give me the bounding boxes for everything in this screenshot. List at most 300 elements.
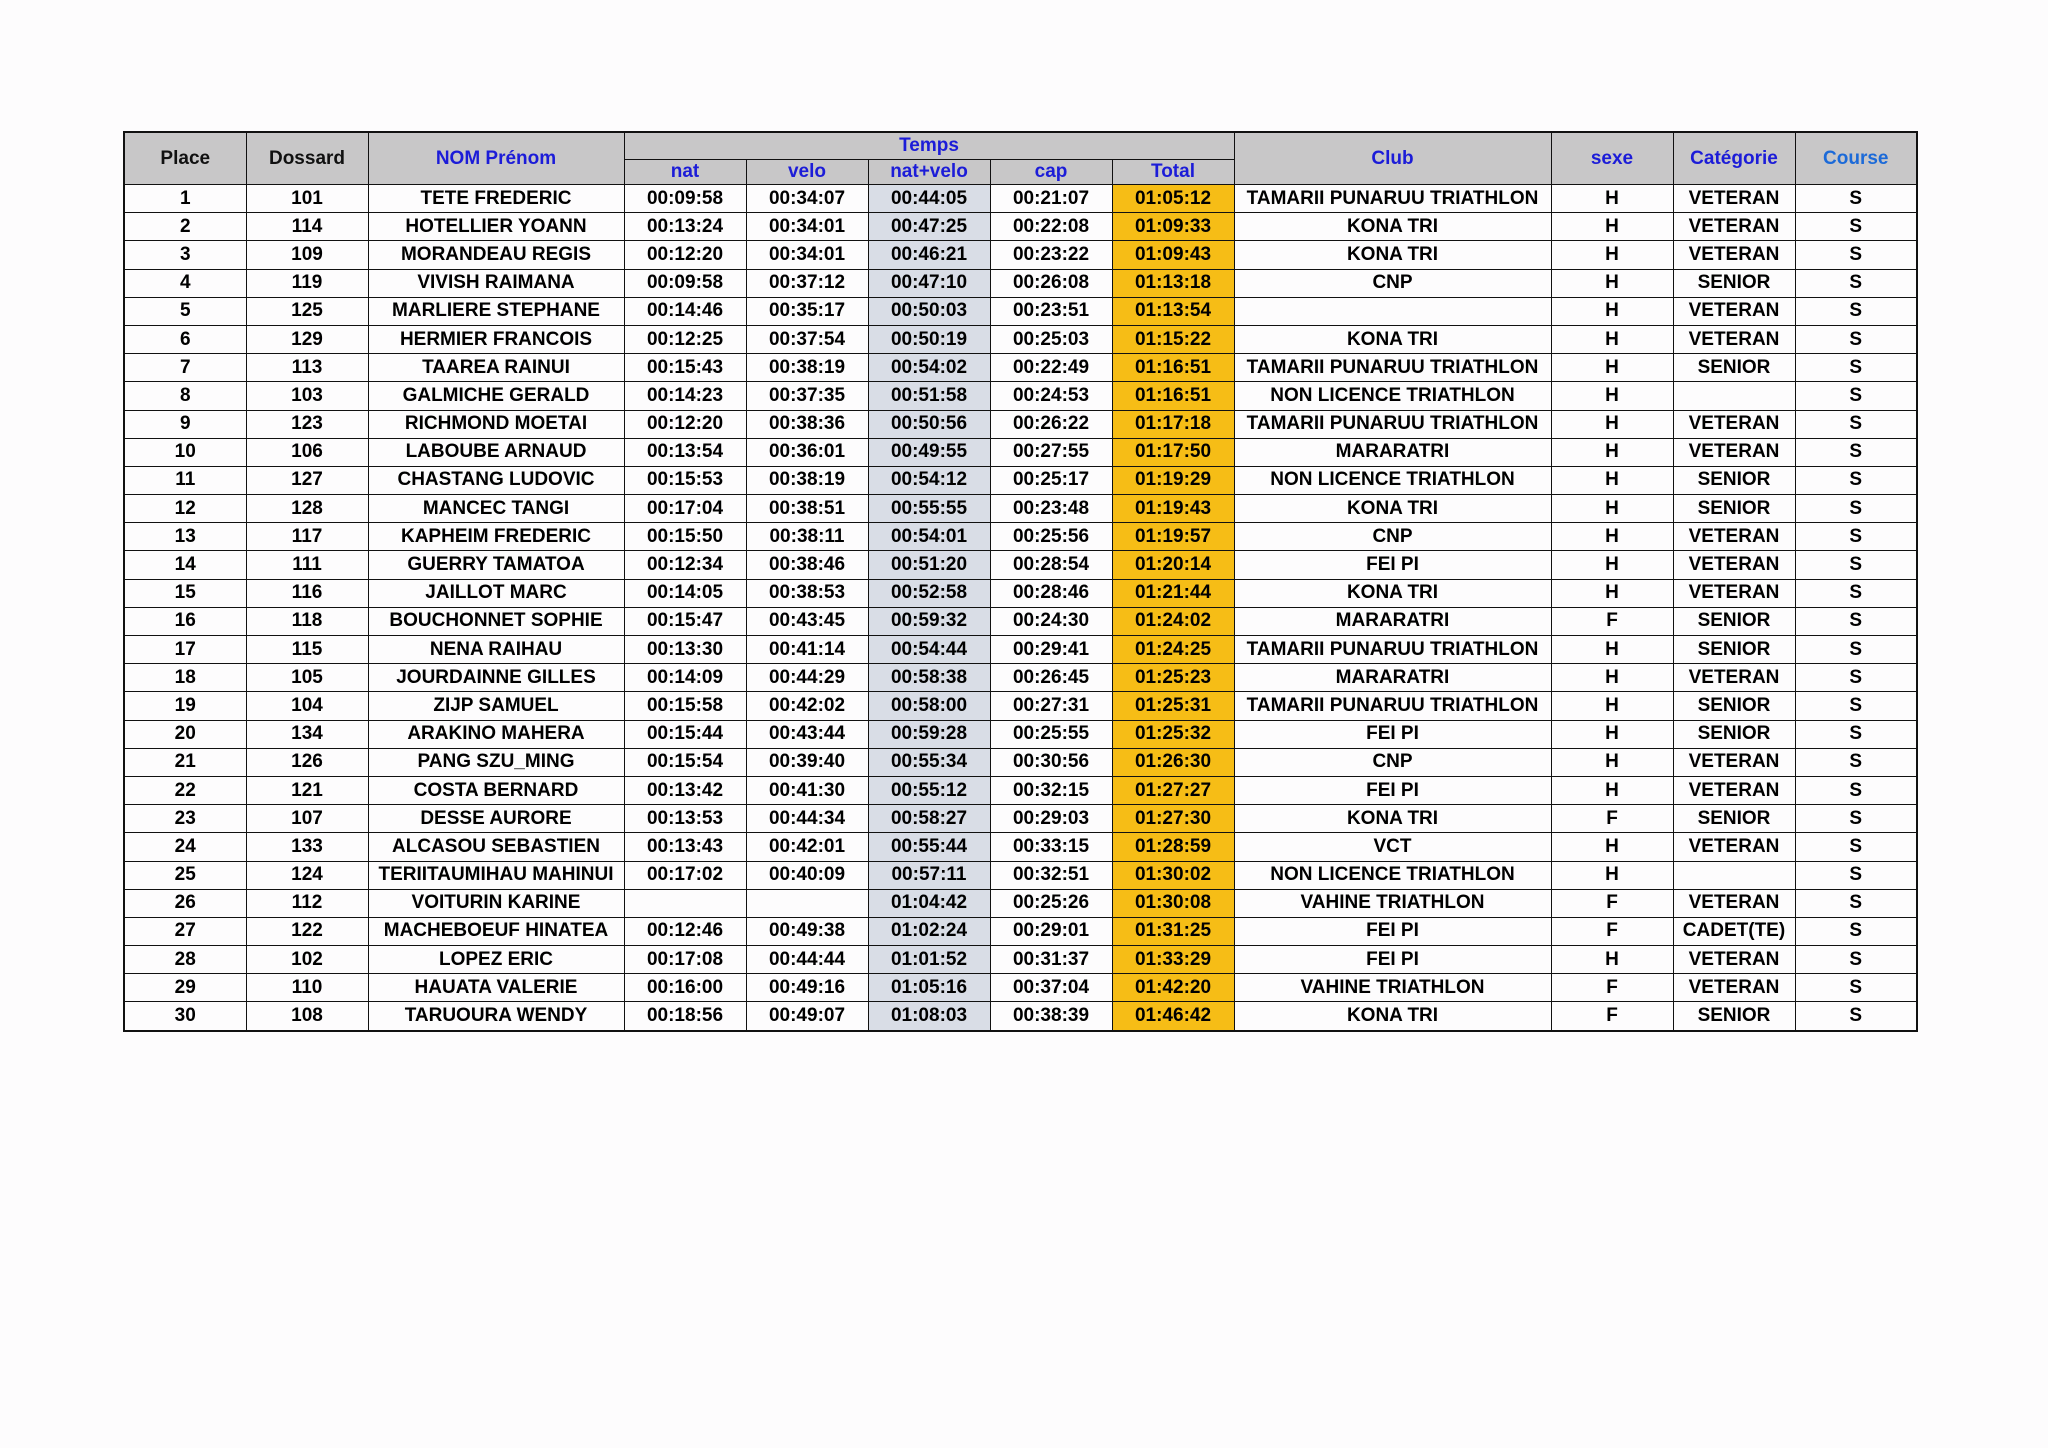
cell-sexe: F [1551,607,1673,635]
cell-sexe: H [1551,664,1673,692]
cell-club: KONA TRI [1234,325,1551,353]
cell-name: LABOUBE ARNAUD [368,438,624,466]
cell-categorie: SENIOR [1673,805,1795,833]
cell-club: MARARATRI [1234,607,1551,635]
cell-cap: 00:25:03 [990,325,1112,353]
cell-velo: 00:38:11 [746,523,868,551]
cell-dossard: 123 [246,410,368,438]
cell-course: S [1795,325,1917,353]
cell-course: S [1795,438,1917,466]
cell-total: 01:05:12 [1112,185,1234,213]
cell-total: 01:09:43 [1112,241,1234,269]
cell-nat: 00:14:46 [624,297,746,325]
cell-sexe: H [1551,213,1673,241]
header-cap: cap [990,160,1112,185]
cell-place: 17 [124,636,246,664]
cell-club: FEI PI [1234,917,1551,945]
cell-velo: 00:43:45 [746,607,868,635]
table-row [124,241,1917,269]
cell-natvelo: 00:59:28 [868,720,990,748]
cell-course: S [1795,495,1917,523]
cell-velo: 00:39:40 [746,748,868,776]
cell-course: S [1795,861,1917,889]
cell-nat: 00:15:43 [624,354,746,382]
cell-categorie: VETERAN [1673,974,1795,1002]
table-row [124,354,1917,382]
cell-categorie [1673,861,1795,889]
cell-sexe: H [1551,466,1673,494]
cell-club: FEI PI [1234,946,1551,974]
cell-natvelo: 01:01:52 [868,946,990,974]
cell-cap: 00:37:04 [990,974,1112,1002]
cell-dossard: 101 [246,185,368,213]
cell-natvelo: 01:04:42 [868,889,990,917]
cell-name: NENA RAIHAU [368,636,624,664]
header-place: Place [124,132,246,185]
cell-nat: 00:13:42 [624,776,746,804]
cell-natvelo: 00:58:00 [868,692,990,720]
cell-sexe: H [1551,354,1673,382]
cell-velo: 00:49:38 [746,917,868,945]
cell-place: 21 [124,748,246,776]
cell-nat: 00:13:43 [624,833,746,861]
cell-natvelo: 00:50:19 [868,325,990,353]
cell-club: CNP [1234,269,1551,297]
cell-name: GALMICHE GERALD [368,382,624,410]
cell-dossard: 112 [246,889,368,917]
cell-total: 01:28:59 [1112,833,1234,861]
cell-dossard: 108 [246,1002,368,1031]
cell-cap: 00:30:56 [990,748,1112,776]
cell-dossard: 113 [246,354,368,382]
cell-cap: 00:33:15 [990,833,1112,861]
cell-categorie: VETERAN [1673,748,1795,776]
cell-cap: 00:25:17 [990,466,1112,494]
cell-course: S [1795,382,1917,410]
cell-place: 20 [124,720,246,748]
table-row [124,410,1917,438]
cell-sexe: H [1551,297,1673,325]
cell-velo: 00:42:01 [746,833,868,861]
cell-course: S [1795,664,1917,692]
cell-velo: 00:34:01 [746,241,868,269]
cell-nat: 00:15:47 [624,607,746,635]
cell-sexe: H [1551,185,1673,213]
cell-total: 01:17:50 [1112,438,1234,466]
cell-place: 30 [124,1002,246,1031]
cell-velo: 00:44:34 [746,805,868,833]
cell-natvelo: 00:54:44 [868,636,990,664]
table-body [124,185,1917,1031]
cell-total: 01:17:18 [1112,410,1234,438]
cell-name: HAUATA VALERIE [368,974,624,1002]
cell-velo: 00:38:46 [746,551,868,579]
cell-place: 29 [124,974,246,1002]
table-row [124,466,1917,494]
cell-course: S [1795,410,1917,438]
cell-sexe: H [1551,495,1673,523]
cell-name: BOUCHONNET SOPHIE [368,607,624,635]
cell-natvelo: 00:52:58 [868,579,990,607]
cell-dossard: 125 [246,297,368,325]
cell-name: ARAKINO MAHERA [368,720,624,748]
cell-club: KONA TRI [1234,241,1551,269]
cell-dossard: 134 [246,720,368,748]
cell-place: 11 [124,466,246,494]
cell-club: KONA TRI [1234,1002,1551,1031]
table-row [124,748,1917,776]
cell-cap: 00:24:30 [990,607,1112,635]
cell-club: VAHINE TRIATHLON [1234,974,1551,1002]
cell-place: 18 [124,664,246,692]
cell-natvelo: 00:59:32 [868,607,990,635]
table-row [124,720,1917,748]
cell-course: S [1795,297,1917,325]
cell-course: S [1795,466,1917,494]
header-sexe: sexe [1551,132,1673,185]
cell-sexe: F [1551,805,1673,833]
cell-club: TAMARII PUNARUU TRIATHLON [1234,692,1551,720]
cell-cap: 00:31:37 [990,946,1112,974]
cell-velo: 00:36:01 [746,438,868,466]
cell-natvelo: 00:50:56 [868,410,990,438]
cell-place: 6 [124,325,246,353]
cell-course: S [1795,354,1917,382]
cell-total: 01:19:57 [1112,523,1234,551]
cell-nat: 00:15:44 [624,720,746,748]
cell-course: S [1795,551,1917,579]
cell-dossard: 121 [246,776,368,804]
header-club: Club [1234,132,1551,185]
table-row [124,805,1917,833]
cell-name: DESSE AURORE [368,805,624,833]
cell-sexe: H [1551,241,1673,269]
cell-sexe: F [1551,1002,1673,1031]
cell-cap: 00:21:07 [990,185,1112,213]
cell-total: 01:33:29 [1112,946,1234,974]
table-row [124,438,1917,466]
cell-sexe: H [1551,636,1673,664]
cell-sexe: H [1551,551,1673,579]
cell-place: 9 [124,410,246,438]
cell-course: S [1795,946,1917,974]
cell-sexe: H [1551,692,1673,720]
cell-nat: 00:12:34 [624,551,746,579]
cell-total: 01:13:18 [1112,269,1234,297]
cell-velo: 00:41:30 [746,776,868,804]
cell-cap: 00:23:48 [990,495,1112,523]
cell-cap: 00:25:55 [990,720,1112,748]
cell-dossard: 124 [246,861,368,889]
cell-cap: 00:23:22 [990,241,1112,269]
cell-natvelo: 00:51:20 [868,551,990,579]
header-natvelo: nat+velo [868,160,990,185]
cell-course: S [1795,748,1917,776]
cell-total: 01:27:27 [1112,776,1234,804]
cell-sexe: H [1551,776,1673,804]
cell-place: 16 [124,607,246,635]
cell-total: 01:09:33 [1112,213,1234,241]
table-row [124,974,1917,1002]
header-name: NOM Prénom [368,132,624,185]
cell-natvelo: 00:55:44 [868,833,990,861]
cell-categorie: SENIOR [1673,636,1795,664]
cell-cap: 00:26:08 [990,269,1112,297]
cell-cap: 00:28:54 [990,551,1112,579]
cell-course: S [1795,241,1917,269]
cell-course: S [1795,579,1917,607]
cell-categorie: VETERAN [1673,438,1795,466]
cell-name: VIVISH RAIMANA [368,269,624,297]
cell-name: TERIITAUMIHAU MAHINUI [368,861,624,889]
cell-natvelo: 00:55:34 [868,748,990,776]
cell-nat: 00:12:20 [624,410,746,438]
table-row [124,664,1917,692]
cell-course: S [1795,917,1917,945]
cell-nat: 00:16:00 [624,974,746,1002]
cell-place: 4 [124,269,246,297]
cell-sexe: H [1551,748,1673,776]
cell-velo: 00:44:44 [746,946,868,974]
cell-velo: 00:49:16 [746,974,868,1002]
cell-name: TETE FREDERIC [368,185,624,213]
cell-categorie: SENIOR [1673,720,1795,748]
table-row [124,523,1917,551]
cell-dossard: 107 [246,805,368,833]
cell-categorie: VETERAN [1673,551,1795,579]
table-row [124,269,1917,297]
cell-nat: 00:18:56 [624,1002,746,1031]
cell-club: VAHINE TRIATHLON [1234,889,1551,917]
cell-velo: 00:37:54 [746,325,868,353]
table-row [124,917,1917,945]
cell-dossard: 117 [246,523,368,551]
cell-club: NON LICENCE TRIATHLON [1234,466,1551,494]
cell-natvelo: 01:02:24 [868,917,990,945]
cell-natvelo: 00:54:12 [868,466,990,494]
table-row [124,185,1917,213]
cell-club: KONA TRI [1234,805,1551,833]
cell-course: S [1795,523,1917,551]
cell-sexe: H [1551,833,1673,861]
cell-course: S [1795,720,1917,748]
cell-club: CNP [1234,523,1551,551]
cell-sexe: H [1551,946,1673,974]
cell-dossard: 126 [246,748,368,776]
cell-velo: 00:38:36 [746,410,868,438]
cell-cap: 00:27:31 [990,692,1112,720]
cell-natvelo: 01:05:16 [868,974,990,1002]
cell-cap: 00:25:26 [990,889,1112,917]
cell-natvelo: 00:49:55 [868,438,990,466]
cell-sexe: H [1551,861,1673,889]
cell-natvelo: 00:50:03 [868,297,990,325]
cell-place: 1 [124,185,246,213]
cell-categorie: SENIOR [1673,692,1795,720]
cell-club: KONA TRI [1234,495,1551,523]
header-dossard: Dossard [246,132,368,185]
cell-nat: 00:13:53 [624,805,746,833]
cell-velo [746,889,868,917]
table-row [124,861,1917,889]
table-row [124,325,1917,353]
cell-name: JOURDAINNE GILLES [368,664,624,692]
cell-total: 01:19:43 [1112,495,1234,523]
cell-name: KAPHEIM FREDERIC [368,523,624,551]
cell-name: GUERRY TAMATOA [368,551,624,579]
cell-nat: 00:12:20 [624,241,746,269]
cell-name: MORANDEAU REGIS [368,241,624,269]
cell-total: 01:26:30 [1112,748,1234,776]
cell-name: ZIJP SAMUEL [368,692,624,720]
cell-cap: 00:25:56 [990,523,1112,551]
cell-categorie: SENIOR [1673,495,1795,523]
cell-course: S [1795,692,1917,720]
table-row [124,636,1917,664]
cell-natvelo: 00:51:58 [868,382,990,410]
cell-categorie: CADET(TE) [1673,917,1795,945]
header-nat: nat [624,160,746,185]
cell-categorie: VETERAN [1673,325,1795,353]
cell-sexe: H [1551,269,1673,297]
cell-total: 01:20:14 [1112,551,1234,579]
cell-total: 01:30:08 [1112,889,1234,917]
cell-club: TAMARII PUNARUU TRIATHLON [1234,410,1551,438]
header-course: Course [1795,132,1917,185]
table-row [124,692,1917,720]
table-row [124,889,1917,917]
cell-club: CNP [1234,748,1551,776]
cell-place: 23 [124,805,246,833]
cell-nat: 00:17:04 [624,495,746,523]
cell-velo: 00:49:07 [746,1002,868,1031]
cell-cap: 00:26:22 [990,410,1112,438]
cell-dossard: 105 [246,664,368,692]
cell-course: S [1795,636,1917,664]
cell-nat: 00:14:09 [624,664,746,692]
cell-nat: 00:15:54 [624,748,746,776]
cell-name: MARLIERE STEPHANE [368,297,624,325]
cell-place: 28 [124,946,246,974]
cell-total: 01:19:29 [1112,466,1234,494]
cell-categorie: VETERAN [1673,833,1795,861]
cell-natvelo: 00:54:02 [868,354,990,382]
cell-sexe: H [1551,382,1673,410]
cell-cap: 00:28:46 [990,579,1112,607]
cell-nat: 00:09:58 [624,269,746,297]
cell-categorie: VETERAN [1673,185,1795,213]
cell-dossard: 122 [246,917,368,945]
cell-dossard: 115 [246,636,368,664]
cell-place: 24 [124,833,246,861]
cell-dossard: 104 [246,692,368,720]
cell-velo: 00:34:07 [746,185,868,213]
cell-total: 01:16:51 [1112,354,1234,382]
table-header [124,132,1917,185]
cell-total: 01:24:02 [1112,607,1234,635]
cell-nat [624,889,746,917]
cell-name: PANG SZU_MING [368,748,624,776]
cell-dossard: 116 [246,579,368,607]
cell-place: 10 [124,438,246,466]
cell-total: 01:42:20 [1112,974,1234,1002]
cell-velo: 00:42:02 [746,692,868,720]
cell-nat: 00:14:23 [624,382,746,410]
cell-course: S [1795,974,1917,1002]
cell-total: 01:21:44 [1112,579,1234,607]
cell-place: 19 [124,692,246,720]
cell-dossard: 118 [246,607,368,635]
cell-total: 01:46:42 [1112,1002,1234,1031]
cell-natvelo: 00:57:11 [868,861,990,889]
cell-cap: 00:38:39 [990,1002,1112,1031]
cell-dossard: 114 [246,213,368,241]
table-row [124,551,1917,579]
cell-place: 25 [124,861,246,889]
table-row [124,382,1917,410]
cell-dossard: 106 [246,438,368,466]
cell-total: 01:25:31 [1112,692,1234,720]
cell-velo: 00:37:35 [746,382,868,410]
cell-velo: 00:38:53 [746,579,868,607]
cell-categorie: VETERAN [1673,776,1795,804]
cell-categorie: SENIOR [1673,1002,1795,1031]
cell-total: 01:31:25 [1112,917,1234,945]
cell-velo: 00:40:09 [746,861,868,889]
cell-categorie: SENIOR [1673,354,1795,382]
cell-categorie [1673,382,1795,410]
cell-course: S [1795,805,1917,833]
cell-velo: 00:37:12 [746,269,868,297]
cell-sexe: H [1551,523,1673,551]
cell-natvelo: 00:54:01 [868,523,990,551]
cell-name: TARUOURA WENDY [368,1002,624,1031]
cell-club: MARARATRI [1234,664,1551,692]
cell-categorie: VETERAN [1673,523,1795,551]
cell-dossard: 119 [246,269,368,297]
header-velo: velo [746,160,868,185]
cell-sexe: H [1551,410,1673,438]
cell-cap: 00:24:53 [990,382,1112,410]
cell-velo: 00:41:14 [746,636,868,664]
cell-cap: 00:29:41 [990,636,1112,664]
cell-place: 15 [124,579,246,607]
cell-total: 01:15:22 [1112,325,1234,353]
cell-dossard: 133 [246,833,368,861]
cell-natvelo: 00:44:05 [868,185,990,213]
cell-categorie: VETERAN [1673,297,1795,325]
cell-club [1234,297,1551,325]
cell-cap: 00:32:51 [990,861,1112,889]
header-categorie: Catégorie [1673,132,1795,185]
cell-nat: 00:17:08 [624,946,746,974]
cell-place: 26 [124,889,246,917]
cell-place: 12 [124,495,246,523]
cell-categorie: VETERAN [1673,213,1795,241]
cell-total: 01:13:54 [1112,297,1234,325]
cell-natvelo: 00:55:12 [868,776,990,804]
cell-total: 01:25:32 [1112,720,1234,748]
cell-nat: 00:12:46 [624,917,746,945]
cell-cap: 00:26:45 [990,664,1112,692]
cell-sexe: H [1551,579,1673,607]
cell-name: COSTA BERNARD [368,776,624,804]
cell-name: RICHMOND MOETAI [368,410,624,438]
cell-natvelo: 01:08:03 [868,1002,990,1031]
cell-total: 01:24:25 [1112,636,1234,664]
cell-name: ALCASOU SEBASTIEN [368,833,624,861]
cell-place: 8 [124,382,246,410]
